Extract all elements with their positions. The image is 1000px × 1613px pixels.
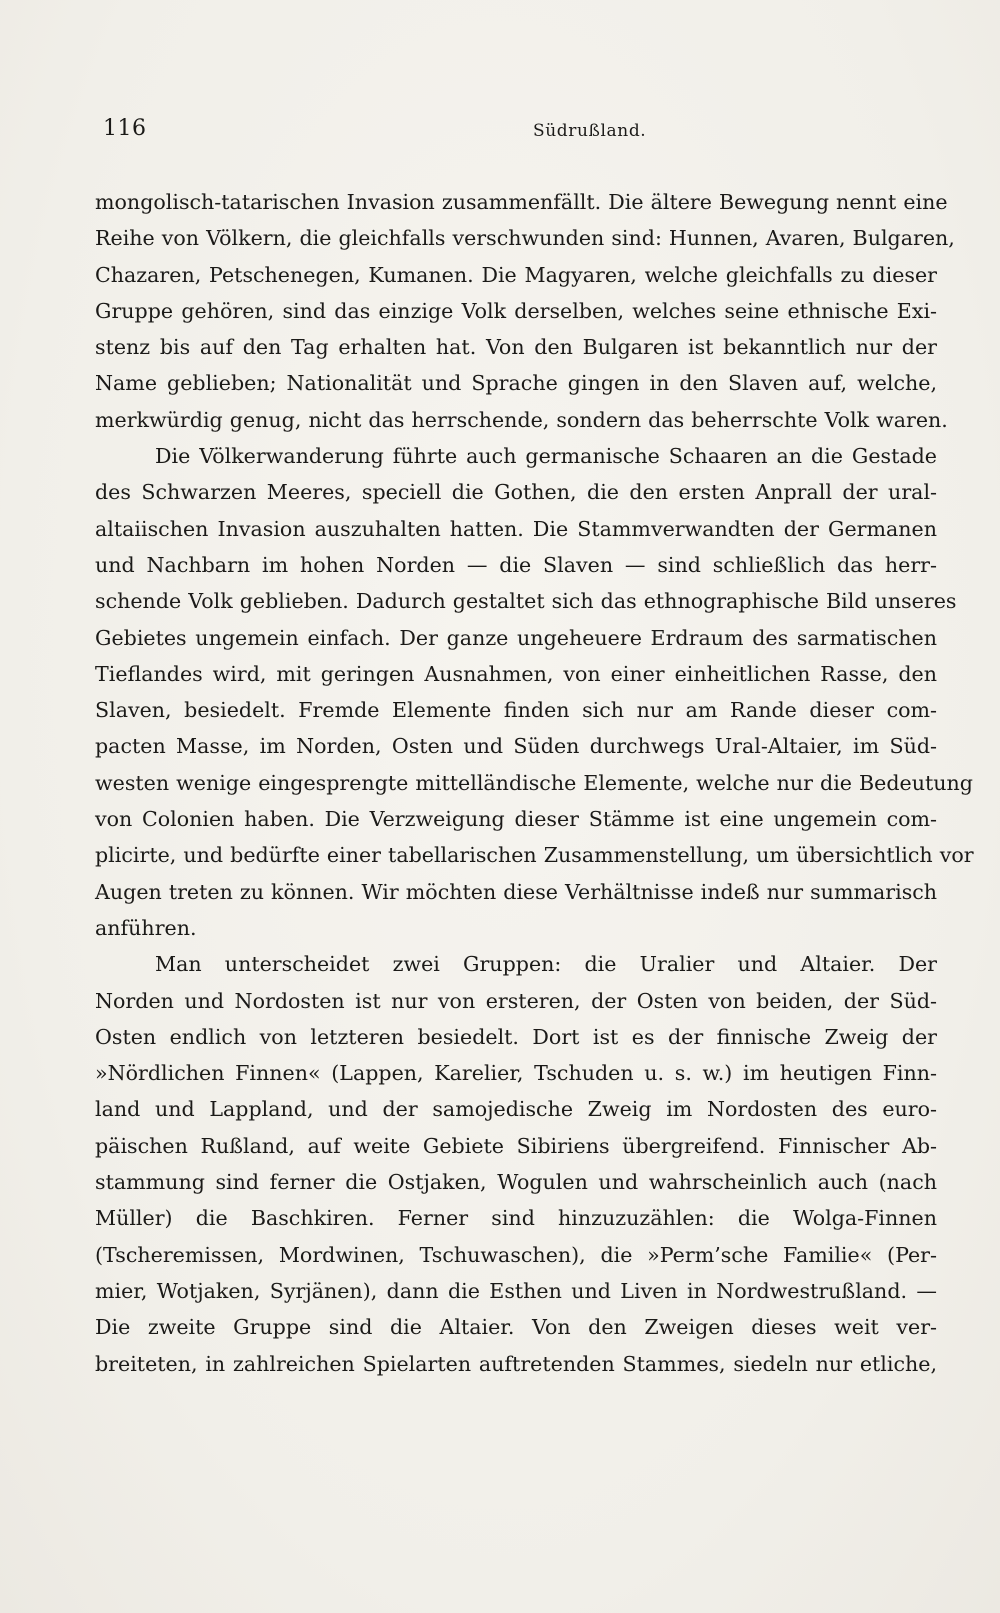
text-line: Müller) die Baschkiren. Ferner sind hinzuzuzählen: die Wolga-Finnen [95, 1206, 937, 1231]
text-line: Slaven, besiedelt. Fremde Elemente finden sich nur am Rande dieser com- [95, 698, 937, 723]
text-line: Tieflandes wird, mit geringen Ausnahmen, von einer einheitlichen Rasse, den [95, 661, 937, 686]
text-line: von Colonien haben. Die Verzweigung dieser Stämme ist eine ungemein com- [95, 807, 937, 832]
text-line: stammung sind ferner die Ostjaken, Wogulen und wahrscheinlich auch (nach [95, 1170, 937, 1195]
text-line: pacten Masse, im Norden, Osten und Süden durchwegs Ural-Altaier, im Süd- [95, 734, 937, 759]
text-line: »Nördlichen Finnen« (Lappen, Karelier, Tschuden u. s. w.) im heutigen Finn- [95, 1061, 937, 1086]
page-number: 116 [103, 116, 147, 141]
text-line: Name geblieben; Nationalität und Sprache gingen in den Slaven auf, welche, [95, 371, 937, 396]
text-line: land und Lappland, und der samojedische Zweig im Nordosten des euro- [95, 1097, 937, 1122]
text-line: westen wenige eingesprengte mittelländische Elemente, welche nur die Bedeutung [95, 770, 973, 795]
text-line: stenz bis auf den Tag erhalten hat. Von den Bulgaren ist bekanntlich nur der [95, 335, 937, 360]
text-line: breiteten, in zahlreichen Spielarten auftretenden Stammes, siedeln nur etliche, [95, 1351, 937, 1376]
text-line: (Tscheremissen, Mordwinen, Tschuwaschen), die »Perm’sche Familie« (Per- [95, 1242, 937, 1267]
text-line: anführen. [95, 915, 197, 940]
text-line: des Schwarzen Meeres, speciell die Gothen, die den ersten Anprall der ural- [95, 480, 937, 505]
text-line: und Nachbarn im hohen Norden — die Slaven — sind schließlich das herr- [95, 552, 937, 577]
text-line: altaiischen Invasion auszuhalten hatten. Die Stammverwandten der Germanen [95, 516, 937, 541]
running-title: Südrußland. [533, 121, 647, 141]
text-line: Die Völkerwanderung führte auch germanische Schaaren an die Gestade [155, 444, 937, 469]
text-line: merkwürdig genug, nicht das herrschende, sondern das beherrschte Volk waren. [95, 407, 948, 432]
text-line: Gebietes ungemein einfach. Der ganze ungeheuere Erdraum des sarmatischen [95, 625, 937, 650]
text-line: Reihe von Völkern, die gleichfalls verschwunden sind: Hunnen, Avaren, Bulgaren, [95, 226, 955, 251]
body-text [95, 184, 974, 1382]
page-header [103, 116, 935, 156]
text-line: päischen Rußland, auf weite Gebiete Sibiriens übergreifend. Finnischer Ab- [95, 1133, 937, 1158]
text-line: Man unterscheidet zwei Gruppen: die Uralier und Altaier. Der [155, 952, 937, 977]
text-line: Osten endlich von letzteren besiedelt. Dort ist es der finnische Zweig der [95, 1024, 937, 1049]
text-line: Gruppe gehören, sind das einzige Volk derselben, welches seine ethnische Exi- [95, 298, 937, 323]
text-line: Augen treten zu können. Wir möchten diese Verhältnisse indeß nur summarisch [95, 879, 938, 904]
text-line: Die zweite Gruppe sind die Altaier. Von den Zweigen dieses weit ver- [95, 1315, 937, 1340]
text-line: Norden und Nordosten ist nur von ersteren, der Osten von beiden, der Süd- [95, 988, 937, 1013]
text-line: mongolisch-tatarischen Invasion zusammenfällt. Die ältere Bewegung nennt eine [95, 190, 948, 214]
text-line: plicirte, und bedürfte einer tabellarischen Zusammenstellung, um übersichtlich vor [95, 843, 974, 868]
text-line: Chazaren, Petschenegen, Kumanen. Die Magyaren, welche gleichfalls zu dieser [95, 262, 937, 287]
text-line: schende Volk geblieben. Dadurch gestaltet sich das ethnographische Bild unseres [95, 589, 957, 614]
text-line: mier, Wotjaken, Syrjänen), dann die Esthen und Liven in Nordwestrußland. — [95, 1278, 937, 1303]
